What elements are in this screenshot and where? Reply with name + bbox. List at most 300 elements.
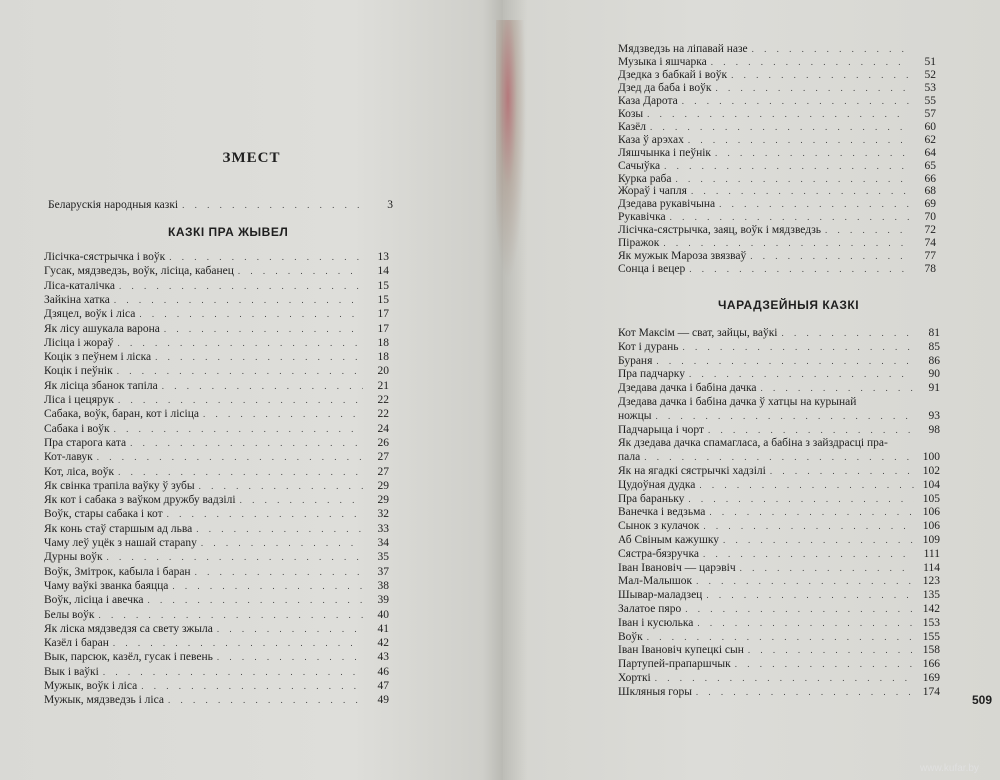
entry-title: Сястра-бязручка [618,547,699,560]
entry-leader [217,623,363,636]
toc-entry [44,609,389,622]
toc-entry [618,198,936,211]
entry-leader [685,603,914,616]
entry-leader [688,493,914,506]
entry-leader [650,121,910,134]
entry-title: Цудоўная дудка [618,478,696,491]
toc-entry [618,658,940,671]
entry-page: 55 [924,94,936,107]
entry-page: 14 [377,265,389,278]
entry-leader [199,480,363,493]
entry-title: Вык, парсюк, казёл, гусак і певень [44,651,213,664]
entry-page: 57 [924,107,936,120]
entry-page: 65 [924,159,936,172]
entry-page: 39 [377,594,389,607]
toc-entry [44,466,389,479]
entry-title: Лісічка-сястрычка, заяц, воўк і мядзведзь [618,224,822,237]
toc-entry [618,250,936,263]
entry-leader [99,609,364,622]
entry-page: 17 [377,322,389,335]
entry-page: 35 [377,551,389,564]
toc-entry [618,224,936,237]
entry-leader [155,351,363,364]
entry-title: Казёл [618,120,647,133]
entry-page: 29 [377,494,389,507]
entry-page: 169 [922,672,940,684]
entry-title: Іван Івановіч купецкі сын [618,644,744,657]
entry-title: Вык і ваўкі [44,665,99,678]
toc-entry [618,69,936,82]
entry-title: Дзедка з бабкай і воўк [618,68,728,81]
entry-title: Козы [618,107,644,120]
entry-title: Падчарыца і чорт [618,423,704,436]
entry-page: 70 [924,211,936,224]
toc-entry [618,631,940,644]
entry-page: 78 [924,263,936,276]
entry-title: Як кот і сабака з ваўком дружбу вадзілі [44,494,236,507]
entry-leader [663,237,910,250]
entry-page: 91 [928,382,940,395]
entry-page: 90 [928,368,940,381]
entry-title: Чаму ваўкі званка баяцца [44,579,169,592]
entry-page: 33 [377,522,389,535]
toc-entry [618,396,940,409]
toc-entry [618,327,940,340]
entry-title: Гусак, мядзведзь, воўк, лісіца, кабанец [44,265,234,278]
entry-leader [114,423,363,436]
entry-leader [683,341,914,354]
entry-page: 111 [923,547,940,560]
entry-leader [699,479,914,492]
entry-title: Ляшчынка і пеўнік [618,146,712,159]
entry-leader [709,506,914,519]
section-title-magic: ЧАРАДЗЕЙНЫЯ КАЗКІ [718,298,860,312]
entry-leader [238,265,363,278]
entry-page: 20 [377,365,389,378]
entry-page: 102 [922,465,940,477]
toc-entry [618,686,940,699]
entry-leader [217,651,363,664]
entry-title: Мядзведзь на ліпавай назе [618,43,748,55]
entry-page: 18 [377,351,389,364]
entry-page: 51 [924,55,936,68]
entry-page: 37 [377,565,389,578]
toc-entry [618,617,940,630]
toc-entry [44,351,389,364]
entry-leader [656,355,914,368]
entry-title: Як свінка трапіла ваўку ў зубы [44,479,195,492]
entry-page: 60 [924,120,936,133]
entry-page: 142 [922,603,940,615]
entry-page: 100 [922,451,940,464]
entry-page: 86 [928,354,940,367]
entry-page: 135 [922,589,940,602]
toc-entry [44,680,389,693]
entry-leader [103,666,363,679]
entry-title: Лісічка-сястрычка і воўк [44,251,166,263]
entry-page: 15 [377,293,389,306]
entry-title: Хорткі [618,672,651,684]
entry-title: Пра падчарку [618,368,685,381]
entry-leader [148,594,363,607]
toc-entry [618,263,936,276]
entry-page: 153 [922,616,940,629]
toc-entry [44,323,389,336]
entry-title: Кот Максім — сват, зайцы, ваўкі [618,327,778,339]
entry-page: 24 [377,422,389,435]
entry-title: Як конь стаў старшым ад льва [44,522,193,535]
toc-entry [618,121,936,134]
entry-leader [119,280,363,293]
entry-leader [782,327,914,340]
entry-title: Дзед да баба і воўк [618,81,712,94]
entry-leader [162,380,363,393]
toc-entry [44,251,389,264]
entry-page: 52 [924,68,936,81]
entry-title: Дзедава дачка і бабіна дачка ў хатцы на курынай [618,396,857,408]
entry-title: Жораў і чапля [618,185,687,198]
entry-page: 17 [377,308,389,321]
entry-leader [703,548,914,561]
toc-entry-intro [48,199,393,212]
entry-leader [682,95,910,108]
entry-title: Ліса і цецярук [44,394,114,406]
entry-page: 42 [377,637,389,650]
entry-title: Дурны воўк [44,551,103,564]
toc-entry [618,382,940,395]
entry-leader [655,672,914,685]
toc-entry [44,666,389,679]
toc-entry [44,294,389,307]
entry-page: 40 [377,608,389,621]
toc-entry [618,520,940,533]
toc-entry [618,437,940,450]
entry-page: 114 [923,561,940,574]
entry-page: 68 [924,185,936,198]
entry-title: Зайкіна хатка [44,293,110,306]
toc-entry [618,160,936,173]
entry-title: Музыка і яшчарка [618,55,707,68]
entry-leader [172,580,363,593]
entry-title: ножцы [618,409,652,422]
toc-entry [44,337,389,350]
toc-entry [618,341,940,354]
entry-leader [141,680,363,693]
toc-entry [618,56,936,69]
entry-page: 49 [377,694,389,707]
entry-page: 22 [377,394,389,406]
toc-entry [44,494,389,507]
entry-title: Як ліска мядзведзя са свету зжыла [44,622,213,635]
entry-title: Кот-лавук [44,451,93,464]
toc-entry [44,637,389,650]
toc-entry [618,506,940,519]
entry-page: 43 [377,651,389,664]
entry-leader [761,382,914,395]
toc-entry [618,534,940,547]
entry-page: 29 [377,479,389,492]
entry-title: Бураня [618,354,653,367]
entry-title: Чаму леў уцёк з нашай старany [44,537,197,549]
entry-leader [647,631,914,644]
entry-leader [107,551,363,564]
entry-leader [97,451,363,464]
entry-leader [708,424,914,437]
entry-title: Кот і дурань [618,340,679,353]
toc-entry [618,82,936,95]
entry-leader [182,199,367,212]
entry-leader [114,294,363,307]
entry-title: Дзедава рукавічына [618,198,716,211]
toc-entry [618,451,940,464]
entry-leader [169,251,363,264]
entry-page: 27 [377,465,389,478]
toc-entry [44,437,389,450]
toc-entry [44,451,389,464]
entry-page: 93 [928,409,940,422]
toc-entry [618,95,936,108]
entry-title: Сабака і воўк [44,422,110,435]
entry-page: 81 [928,327,940,339]
toc-entry [44,280,389,293]
entry-page: 85 [928,340,940,353]
entry-leader [164,323,363,336]
entry-title: Мал-Малышок [618,575,693,588]
entry-leader [117,365,363,378]
entry-leader [706,589,914,602]
entry-title: Воўк, Змітрок, кабыла і баран [44,565,191,578]
watermark: www.kufar.by [920,763,979,774]
entry-title: Іван Івановіч — царэвіч [618,561,736,574]
toc-entry [618,211,936,224]
toc-entry [618,548,940,561]
entry-page: 158 [922,644,940,657]
entry-title: Рукавічка [618,211,666,224]
entry-title: Сачыўка [618,159,661,172]
entry-leader [167,508,363,521]
toc-entry [618,368,940,381]
entry-page: 77 [924,250,936,263]
toc-entry [618,589,940,602]
entry-page: 27 [377,451,389,464]
toc-entry [618,562,940,575]
entry-leader [676,173,910,186]
toc-entry [618,644,940,657]
entry-page: 47 [377,680,389,692]
entry-leader [697,617,914,630]
toc-entry [44,523,389,536]
toc-entry [618,173,936,186]
entry-title: Аб Свіным кажушку [618,534,720,546]
entry-page: 41 [377,622,389,635]
toc-entry [618,147,936,160]
entry-title: Каза ў арэхах [618,133,684,146]
toc-entry [618,465,940,478]
entry-title: Белы воўк [44,608,95,621]
toc-entry [44,594,389,607]
entry-leader [118,337,363,350]
entry-page: 104 [922,478,940,491]
toc-entry [618,575,940,588]
entry-page: 109 [922,534,940,546]
entry-page: 105 [922,492,940,505]
toc-entry [618,603,940,616]
entry-title: Мужык, мядзведзь і ліса [44,694,164,707]
entry-title: Сынок з кулачок [618,520,700,533]
entry-title: Шывар-маладзец [618,589,703,602]
entry-page: 53 [924,81,936,94]
toc-entry [44,265,389,278]
toc-entry [44,394,389,407]
entry-page: 21 [377,379,389,392]
entry-title: Шкляныя горы [618,685,692,698]
entry-title: Сонца і вецер [618,263,686,276]
entry-page: 123 [922,575,940,588]
entry-title: Воўк, стары сабака і кот [44,508,163,521]
entry-title: Воўк [618,630,643,643]
entry-leader [201,537,363,550]
entry-leader [688,134,910,147]
entry-page: 26 [377,436,389,449]
section-title-animals: КАЗКІ ПРА ЖЫВЕЛ [168,225,289,239]
toc-entry [618,108,936,121]
entry-page: 106 [922,506,940,519]
entry-leader [696,575,914,588]
entry-leader [670,211,910,224]
entry-page: 15 [377,279,389,292]
toc-entry [618,493,940,506]
toc-entry [618,134,936,147]
toc-entry [44,580,389,593]
entry-leader [752,43,910,56]
toc-entry [618,410,940,423]
toc-entry [44,566,389,579]
entry-page: 66 [924,172,936,185]
entry-leader [748,644,914,657]
entry-leader [195,566,363,579]
entry-leader [168,694,363,707]
entry-page: 22 [377,408,389,421]
entry-title: Ванечка і ведзьма [618,506,706,519]
entry-leader [240,494,363,507]
entry-leader [723,534,914,547]
toc-entry [44,623,389,636]
toc-entry [618,672,940,685]
entry-title: Воўк, лісіца і авечка [44,594,144,607]
entry-title: Як лісу ашукала варона [44,322,160,335]
entry-leader [118,394,363,407]
entry-title: Партупей-прапаршчык [618,658,731,671]
entry-leader [731,69,910,82]
entry-title: Курка раба [618,172,672,185]
entry-page: 166 [922,658,940,671]
toc-entry [44,380,389,393]
entry-title: Як на ягадкі сястрычкі хадзілі [618,465,766,477]
entry-leader [825,224,910,237]
toc-entry [44,694,389,707]
entry-leader [118,466,363,479]
toc-entry [44,365,389,378]
entry-title: Коцік з пеўнем і ліска [44,351,152,364]
entry-title: Беларускія народныя казкі [48,199,179,211]
entry-page: 72 [924,224,936,237]
entry-page: 13 [377,251,389,263]
entry-page: 32 [377,508,389,521]
entry-leader [740,562,914,575]
entry-title: Залатое пяро [618,603,682,615]
entry-leader [689,263,910,276]
entry-leader [715,147,910,160]
toc-entry [618,43,936,56]
entry-page: 174 [922,685,940,698]
entry-page: 46 [377,665,389,678]
entry-title: Пра старога ката [44,436,127,449]
entry-page: 106 [922,520,940,533]
entry-title: Пра бараньку [618,492,685,505]
entry-title: пала [618,451,641,464]
entry-leader [139,308,363,321]
entry-leader [113,637,363,650]
entry-leader [647,108,910,121]
entry-page: 62 [924,133,936,146]
toc-entry [44,480,389,493]
entry-leader [203,408,363,421]
entry-leader [770,465,914,478]
entry-leader [735,658,914,671]
page-number: 509 [972,693,993,707]
toc-entry [44,551,389,564]
entry-leader [664,160,910,173]
entry-title: Каза Дарота [618,94,678,107]
toc-entry [44,423,389,436]
toc-entry [618,424,940,437]
entry-title: Ліса-каталічка [44,279,115,292]
entry-leader [689,368,914,381]
entry-title: Дзедава дачка і бабіна дачка [618,382,757,395]
toc-entry [44,537,389,550]
entry-title: Як дзедава дачка спамагласа, а бабіна з зайздрасці пра- [618,437,888,450]
entry-title: Іван і кусюлька [618,616,694,629]
entry-page: 155 [922,630,940,643]
entry-page: 3 [387,199,393,211]
entry-title: Мужык, воўк і ліса [44,680,138,692]
toc-entry [618,237,936,250]
entry-title: Сабака, воўк, баран, кот і лісіца [44,408,199,421]
entry-page: 64 [924,146,936,159]
entry-page: 34 [377,537,389,549]
entry-leader [750,250,910,263]
entry-leader [711,56,910,69]
entry-title: Лісіца і жораў [44,336,114,349]
entry-page: 38 [377,579,389,592]
entry-leader [703,520,914,533]
entry-page: 74 [924,237,936,250]
entry-leader [196,523,363,536]
entry-title: Піражок [618,237,660,250]
toc-entry [44,408,389,421]
entry-title: Казёл і баран [44,637,109,650]
toc-entry [44,508,389,521]
entry-title: Коцік і пеўнік [44,365,113,378]
entry-leader [691,185,910,198]
entry-page: 98 [928,423,940,436]
entry-title: Як мужык Мароза звязваў [618,250,747,263]
entry-title: Як лісіца збанок тапіла [44,379,158,392]
toc-entry [618,185,936,198]
entry-title: Дзяцел, воўк і ліса [44,308,136,321]
entry-title: Кот, ліса, воўк [44,465,115,478]
entry-leader [130,437,363,450]
